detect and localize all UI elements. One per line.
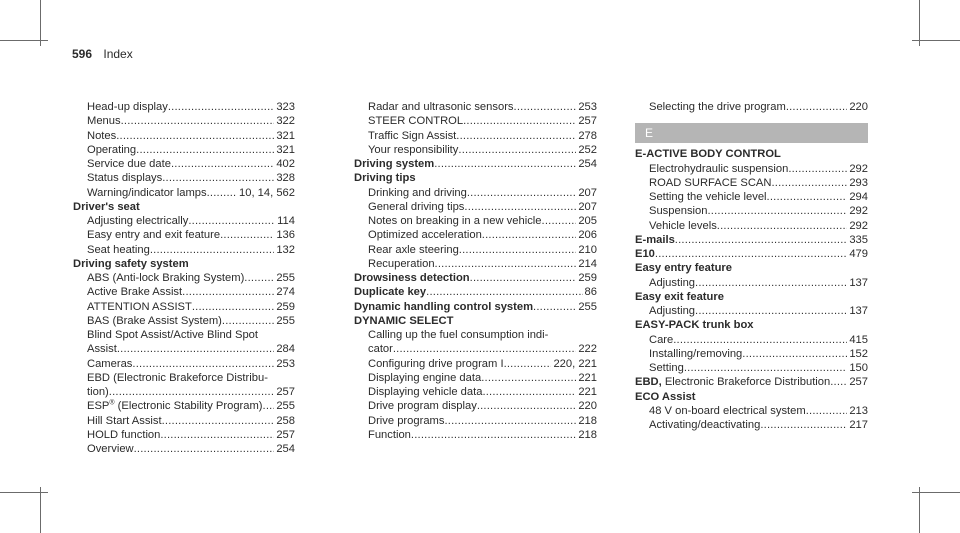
page-reference[interactable]: 114 xyxy=(277,215,295,227)
page-reference[interactable]: 257 xyxy=(276,386,295,398)
dot-leader xyxy=(182,285,274,299)
page-reference[interactable]: 274 xyxy=(276,286,295,299)
page-reference[interactable]: 479 xyxy=(849,248,868,260)
page-reference[interactable]: 214 xyxy=(578,257,597,270)
index-entry[interactable] xyxy=(354,342,597,356)
index-entry[interactable] xyxy=(354,428,597,442)
page-reference[interactable]: 321 xyxy=(276,143,295,156)
dot-leader xyxy=(830,375,847,389)
page-reference[interactable]: 252 xyxy=(578,143,597,156)
index-column-3 xyxy=(635,100,868,432)
dot-leader xyxy=(760,418,847,432)
heading-text: Drowsiness detection xyxy=(354,272,470,284)
entry-label: Vehicle levels xyxy=(649,219,717,232)
dot-leader xyxy=(136,143,274,157)
page-reference[interactable]: 220, 221 xyxy=(553,357,597,370)
dot-leader xyxy=(542,214,577,228)
entry-label: Menus xyxy=(87,115,121,128)
index-entry[interactable] xyxy=(73,442,295,456)
entry-text-continuation: (Electronic Stability Program) xyxy=(114,400,263,413)
entry-label: Electrohydraulic suspension xyxy=(649,162,789,175)
entry-label: Displaying vehicle data xyxy=(368,386,483,398)
index-entry[interactable] xyxy=(354,371,597,385)
entry-label: ROAD SURFACE SCAN xyxy=(649,176,772,189)
index-entry[interactable] xyxy=(354,399,597,413)
entry-label: tion) xyxy=(87,386,109,398)
index-entry[interactable] xyxy=(73,129,295,143)
entry-label: Active Brake Assist xyxy=(87,286,183,299)
page-reference[interactable]: 137 xyxy=(849,276,868,289)
dot-leader xyxy=(162,171,274,185)
entry-label: BAS (Brake Assist System) xyxy=(87,314,222,327)
dot-leader xyxy=(132,357,274,371)
entry-label: Installing/removing xyxy=(649,347,743,360)
heading-continuation: Electronic Brakeforce Distribution xyxy=(661,376,831,389)
index-entry[interactable] xyxy=(635,304,868,318)
index-heading: Driving tips xyxy=(354,172,416,185)
index-entry[interactable] xyxy=(73,399,295,413)
dot-leader xyxy=(435,257,577,271)
page-reference[interactable]: 257 xyxy=(849,376,868,389)
dot-leader xyxy=(806,404,848,418)
index-entry[interactable] xyxy=(73,114,295,128)
index-entry[interactable] xyxy=(354,414,597,428)
entry-label: Traffic Sign Assist xyxy=(368,129,457,142)
index-entry[interactable] xyxy=(635,276,868,290)
dot-leader xyxy=(168,100,274,114)
page-reference[interactable]: 323 xyxy=(276,101,295,113)
index-entry[interactable] xyxy=(635,176,868,190)
dot-leader xyxy=(150,243,275,257)
dot-leader xyxy=(767,190,848,204)
page-reference[interactable]: 86 xyxy=(584,286,597,299)
crop-mark xyxy=(912,40,960,41)
entry-label: ABS (Anti-lock Braking System) xyxy=(87,272,245,284)
page-reference[interactable]: 218 xyxy=(578,414,597,427)
dot-leader xyxy=(533,300,576,314)
index-entry[interactable] xyxy=(73,228,295,242)
page-reference[interactable]: 10, 14, 562 xyxy=(239,186,295,199)
section-letter: E xyxy=(635,123,868,143)
index-entry[interactable] xyxy=(635,361,868,375)
page-reference[interactable]: 254 xyxy=(578,158,597,170)
dot-leader xyxy=(393,342,576,356)
page-reference[interactable]: 255 xyxy=(276,272,295,284)
entry-label: Easy entry and exit feature xyxy=(87,229,221,242)
entry-label: Selecting the drive program xyxy=(649,101,786,113)
page-reference[interactable]: 293 xyxy=(849,176,868,189)
index-entry[interactable] xyxy=(73,100,295,114)
page-reference[interactable]: 221 xyxy=(578,386,597,398)
page-number: 596 xyxy=(72,47,93,61)
index-entry[interactable] xyxy=(354,186,597,200)
dot-leader xyxy=(411,428,576,442)
index-column-1 xyxy=(73,100,295,456)
dot-leader xyxy=(504,357,552,371)
page-reference[interactable]: 335 xyxy=(849,233,868,246)
index-entry[interactable] xyxy=(73,285,295,299)
entry-label: Care xyxy=(649,333,674,346)
dot-leader xyxy=(788,162,847,176)
dot-leader xyxy=(655,247,847,261)
index-heading: ECO Assist xyxy=(635,390,696,403)
index-entry[interactable] xyxy=(354,385,597,399)
index-heading[interactable] xyxy=(635,247,868,261)
index-entry[interactable] xyxy=(635,418,868,432)
entry-label xyxy=(354,285,426,299)
index-heading[interactable] xyxy=(354,271,597,285)
heading-text: E10 xyxy=(635,248,655,260)
dot-leader xyxy=(675,233,848,247)
page-reference[interactable]: 150 xyxy=(849,362,868,374)
page-reference[interactable]: 294 xyxy=(849,191,868,203)
dot-leader xyxy=(222,314,274,328)
page-reference[interactable]: 137 xyxy=(849,305,868,317)
page-reference[interactable]: 278 xyxy=(578,129,597,142)
entry-label: Adjusting xyxy=(649,276,696,289)
page-reference[interactable]: 255 xyxy=(276,400,295,413)
page-reference[interactable]: 257 xyxy=(578,115,597,128)
page-header xyxy=(72,47,133,61)
entry-label: Optimized acceleration xyxy=(368,229,482,242)
dot-leader xyxy=(117,342,274,356)
index-entry[interactable] xyxy=(354,100,597,114)
page-reference[interactable]: 205 xyxy=(578,215,597,227)
page-reference[interactable]: 292 xyxy=(849,219,868,232)
page-title: Index xyxy=(103,47,133,61)
index-entry[interactable] xyxy=(73,300,295,314)
entry-label xyxy=(354,157,434,171)
page-reference[interactable]: 210 xyxy=(578,243,597,256)
crop-mark xyxy=(40,487,41,533)
page-reference[interactable]: 292 xyxy=(849,205,868,218)
index-entry[interactable] xyxy=(73,385,295,399)
page-reference[interactable]: 136 xyxy=(276,229,295,242)
index-entry[interactable] xyxy=(73,143,295,157)
page-reference[interactable]: 402 xyxy=(276,158,295,170)
index-heading: EASY-PACK trunk box xyxy=(635,319,754,332)
index-heading: Easy entry feature xyxy=(635,262,733,275)
index-heading[interactable] xyxy=(354,285,597,299)
entry-label: Drive program display xyxy=(368,400,477,413)
entry-label: Rear axle steering xyxy=(368,243,459,256)
dot-leader xyxy=(771,176,847,190)
dot-leader xyxy=(171,157,274,171)
dot-leader xyxy=(742,347,847,361)
dot-leader xyxy=(481,371,576,385)
heading-text: EBD, xyxy=(635,376,662,389)
page-reference[interactable]: 132 xyxy=(276,243,295,256)
entry-label: Radar and ultrasonic sensors xyxy=(368,101,514,113)
entry-text: ESP xyxy=(87,400,110,413)
entry-label: Service due date xyxy=(87,158,171,170)
page-reference[interactable]: 328 xyxy=(276,172,295,185)
page-reference[interactable]: 259 xyxy=(578,272,597,284)
page-reference[interactable]: 220 xyxy=(578,400,597,413)
page-reference[interactable]: 257 xyxy=(276,428,295,441)
index-entry[interactable] xyxy=(354,214,597,228)
page-reference[interactable]: 206 xyxy=(578,229,597,242)
page-reference[interactable]: 253 xyxy=(276,357,295,370)
crop-mark xyxy=(919,487,920,533)
index-entry-line: EBD (Electronic Brakeforce Distribu- xyxy=(87,371,268,384)
entry-label: Suspension xyxy=(649,205,708,218)
index-entry[interactable] xyxy=(354,200,597,214)
heading-text: Dynamic handling control system xyxy=(354,300,534,313)
index-heading: Driving safety system xyxy=(73,257,189,270)
entry-label: Recuperation xyxy=(368,257,435,270)
entry-label: Warning/indicator lamps xyxy=(87,186,207,199)
page-reference[interactable]: 213 xyxy=(849,404,868,417)
entry-label: Drive programs xyxy=(368,414,445,427)
index-entry[interactable] xyxy=(73,214,295,228)
entry-label xyxy=(635,375,830,389)
dot-leader xyxy=(477,399,577,413)
index-heading[interactable] xyxy=(635,375,868,389)
index-entry[interactable] xyxy=(73,186,295,200)
index-heading: Driver's seat xyxy=(73,200,140,213)
index-entry[interactable] xyxy=(354,243,597,257)
entry-label: 48 V on-board electrical system xyxy=(649,404,806,417)
index-entry[interactable] xyxy=(354,228,597,242)
page-reference[interactable]: 254 xyxy=(276,443,295,455)
entry-label: Function xyxy=(368,428,411,441)
dot-leader xyxy=(188,214,275,228)
page-reference[interactable]: 321 xyxy=(276,129,295,142)
entry-label: Drinking and driving xyxy=(368,186,467,199)
dot-leader xyxy=(707,204,847,218)
entry-label: Your responsibility xyxy=(368,143,459,156)
page-reference[interactable]: 415 xyxy=(849,333,868,346)
index-heading[interactable] xyxy=(635,233,868,247)
index-entry[interactable] xyxy=(635,204,868,218)
index-entry[interactable] xyxy=(635,347,868,361)
dot-leader xyxy=(121,114,275,128)
dot-leader xyxy=(482,228,577,242)
entry-label: STEER CONTROL xyxy=(368,115,464,128)
dot-leader xyxy=(673,333,847,347)
index-entry[interactable] xyxy=(635,404,868,418)
entry-label: Setting xyxy=(649,362,684,374)
index-entry-line: Blind Spot Assist/Active Blind Spot xyxy=(87,329,259,341)
entry-label: Overview xyxy=(87,443,134,455)
entry-label: Head-up display xyxy=(87,101,168,113)
entry-label: Assist xyxy=(87,343,117,356)
entry-label xyxy=(87,399,263,413)
entry-label: Status displays xyxy=(87,172,163,185)
dot-leader xyxy=(162,414,275,428)
dot-leader xyxy=(459,243,577,257)
heading-text: Duplicate key xyxy=(354,286,427,299)
page-reference[interactable]: 322 xyxy=(276,115,295,128)
index-entry[interactable] xyxy=(635,162,868,176)
dot-leader xyxy=(717,219,848,233)
index-heading[interactable] xyxy=(354,300,597,314)
page-reference[interactable]: 284 xyxy=(276,343,295,356)
page-reference[interactable]: 221 xyxy=(578,371,597,384)
entry-label xyxy=(635,247,655,261)
page-reference[interactable]: 253 xyxy=(578,101,597,113)
dot-leader xyxy=(470,271,577,285)
index-entry[interactable] xyxy=(73,314,295,328)
entry-label: cator xyxy=(368,343,393,356)
dot-leader xyxy=(134,442,275,456)
index-entry[interactable] xyxy=(635,333,868,347)
dot-leader xyxy=(244,271,274,285)
dot-leader xyxy=(684,361,847,375)
index-entry-line: Calling up the fuel consumption indi- xyxy=(368,329,549,341)
page-reference[interactable]: 258 xyxy=(276,414,295,427)
entry-label: Cameras xyxy=(87,357,133,370)
page-reference[interactable]: 259 xyxy=(276,300,295,313)
index-heading[interactable] xyxy=(354,157,597,171)
index-entry[interactable] xyxy=(635,100,868,114)
dot-leader xyxy=(695,276,847,290)
entry-label: Adjusting electrically xyxy=(87,215,189,227)
entry-label xyxy=(354,271,470,285)
index-entry[interactable] xyxy=(354,143,597,157)
dot-leader xyxy=(464,200,576,214)
dot-leader xyxy=(458,143,576,157)
entry-label: Hill Start Assist xyxy=(87,414,162,427)
page-reference[interactable]: 207 xyxy=(578,186,597,199)
dot-leader xyxy=(434,157,576,171)
dot-leader xyxy=(116,129,274,143)
index-entry[interactable] xyxy=(73,428,295,442)
page-reference[interactable]: 220 xyxy=(849,101,868,113)
index-heading: E-ACTIVE BODY CONTROL xyxy=(635,148,781,161)
dot-leader xyxy=(109,385,275,399)
page-reference[interactable]: 255 xyxy=(276,314,295,327)
heading-text: Driving system xyxy=(354,158,435,170)
page-reference[interactable]: 207 xyxy=(578,200,597,213)
entry-label: HOLD function xyxy=(87,428,161,441)
page-reference[interactable]: 218 xyxy=(578,428,597,441)
index-entry[interactable] xyxy=(73,414,295,428)
entry-label: General driving tips xyxy=(368,200,465,213)
index-entry[interactable] xyxy=(73,342,295,356)
dot-leader xyxy=(444,414,576,428)
crop-mark xyxy=(912,492,960,493)
entry-label: Displaying engine data xyxy=(368,371,482,384)
dot-leader xyxy=(220,228,274,242)
crop-mark xyxy=(0,40,48,41)
crop-mark xyxy=(0,492,48,493)
index-entry[interactable] xyxy=(635,219,868,233)
dot-leader xyxy=(456,129,576,143)
page-reference[interactable]: 222 xyxy=(578,343,597,356)
index-entry[interactable] xyxy=(354,257,597,271)
index-entry[interactable] xyxy=(73,243,295,257)
index-entry[interactable] xyxy=(635,190,868,204)
dot-leader xyxy=(263,399,275,413)
entry-label: Seat heating xyxy=(87,243,150,256)
entry-label: Setting the vehicle level xyxy=(649,191,767,203)
entry-label: Adjusting xyxy=(649,305,696,317)
index-entry[interactable] xyxy=(73,157,295,171)
dot-leader xyxy=(514,100,577,114)
heading-text: E-mails xyxy=(635,233,675,246)
index-entry[interactable] xyxy=(354,129,597,143)
index-entry[interactable] xyxy=(73,357,295,371)
dot-leader xyxy=(160,428,274,442)
index-entry[interactable] xyxy=(73,171,295,185)
entry-label: Notes xyxy=(87,129,117,142)
dot-leader xyxy=(482,385,576,399)
dot-leader xyxy=(426,285,582,299)
index-entry[interactable] xyxy=(354,357,597,371)
index-heading: DYNAMIC SELECT xyxy=(354,314,454,327)
index-column-2 xyxy=(354,100,597,442)
dot-leader xyxy=(695,304,847,318)
dot-leader xyxy=(192,300,274,314)
entry-label: ATTENTION ASSIST xyxy=(87,300,192,313)
page-reference[interactable]: 152 xyxy=(849,347,868,360)
entry-label: Activating/deactivating xyxy=(649,419,761,431)
index-heading: Easy exit feature xyxy=(635,290,724,303)
dot-leader xyxy=(467,186,576,200)
entry-label xyxy=(354,300,533,314)
page-reference[interactable]: 255 xyxy=(578,300,597,313)
index-entry[interactable] xyxy=(354,114,597,128)
page-reference[interactable]: 292 xyxy=(849,162,868,175)
entry-label xyxy=(635,233,675,247)
index-entry[interactable] xyxy=(73,271,295,285)
dot-leader xyxy=(786,100,848,114)
entry-label: Operating xyxy=(87,143,137,156)
registered-mark: ® xyxy=(109,399,115,407)
entry-label: Notes on breaking in a new vehicle xyxy=(368,215,542,227)
entry-label: Configuring drive program I xyxy=(368,357,504,370)
dot-leader xyxy=(463,114,576,128)
dot-leader xyxy=(207,186,237,200)
page-reference[interactable]: 217 xyxy=(849,419,868,431)
